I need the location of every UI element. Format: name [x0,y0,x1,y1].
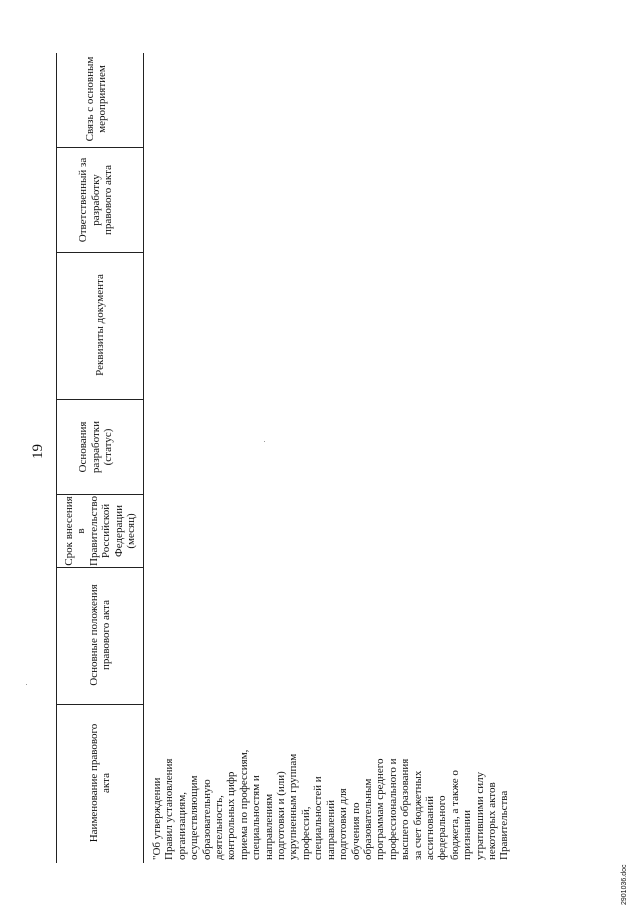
header-link-main-activity: Связь с основным мероприятием [83,56,108,142]
table-top-rule [56,53,57,863]
scan-speck [264,441,265,442]
col-sep-2 [56,567,144,568]
col-sep-5 [56,252,144,253]
header-bottom-rule [143,53,144,863]
header-document-details: Реквизиты документа [93,274,106,376]
header-name-act: Наименование правового акта [87,723,112,843]
col-sep-3 [56,494,144,495]
header-responsible: Ответственный за разработку правового акта [77,157,115,243]
col-sep-1 [56,704,144,705]
header-grounds: Основания разработки (статус) [77,420,115,474]
col-sep-4 [56,399,144,400]
row-act-name-text: "Об утверждении Правил установления организациям, осуществляющим образовательную деятельность, контрольных цифр приема по профессиям, специальностям и направлениям подготовки и (или) укрупненным группам профессий, специальностей и направлений подготовки для обучения по образовательным программам среднего профессионального и высшего образования за счет бюджетных ассигнований федерального бюджета, а также о признании утратившими силу некоторых актов Правительства [151,749,511,860]
footer-file-name: 2901036.doc [621,864,628,905]
header-submission-term: Срок внесения в Правительство Российской Федерации (месяц) [62,496,137,566]
page-number: 19 [30,444,46,459]
scan-speck [26,684,27,685]
header-main-provisions: Основные положения правового акта [87,584,112,686]
col-sep-6 [56,147,144,148]
